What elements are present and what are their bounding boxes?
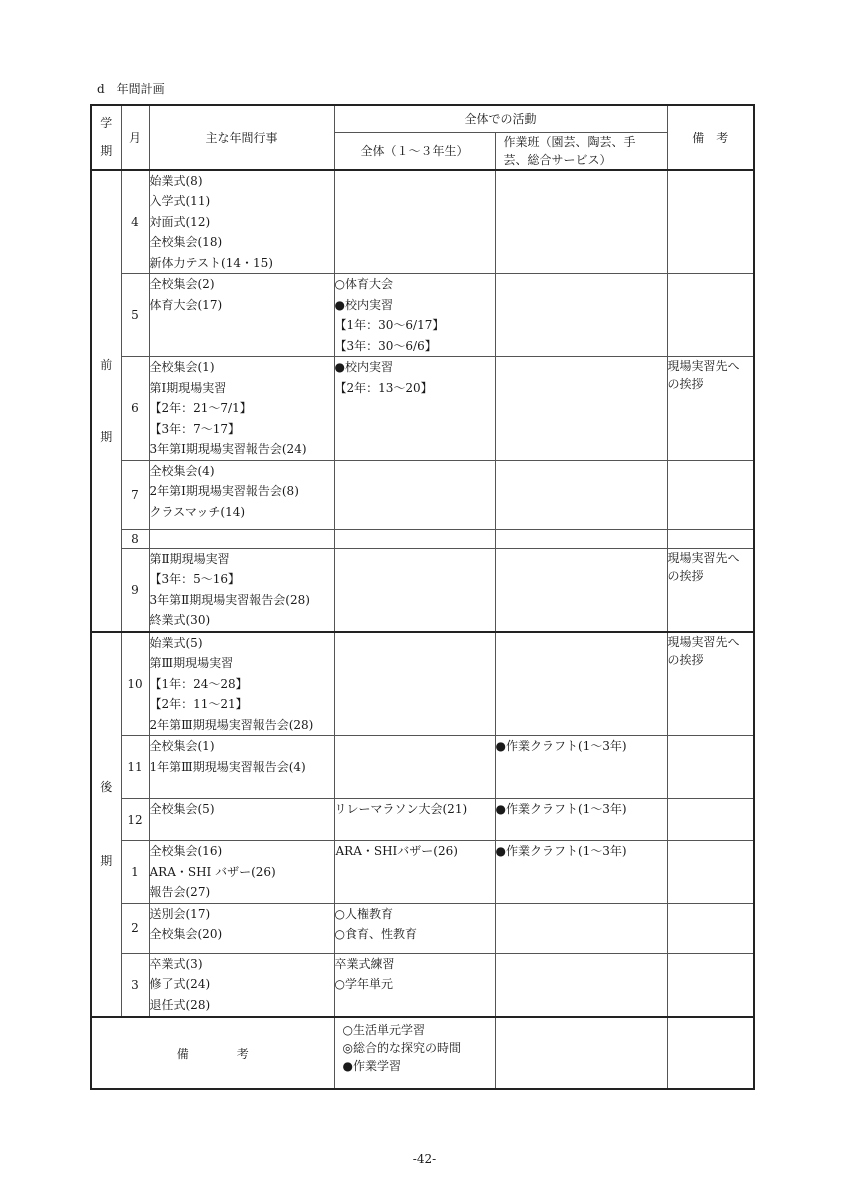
cell-line: 1年第Ⅲ期現場実習報告会(4) <box>149 759 306 774</box>
cell-line: ●作業クラフト(1～3年) <box>495 739 627 753</box>
events-cell <box>149 274 334 357</box>
cell-line: 第Ⅲ期現場実習 <box>149 656 234 670</box>
header-all-grades: 全体（１～３年生） <box>334 132 495 170</box>
cell-line: ○食育、性教育 <box>334 927 417 941</box>
workgroup-cell <box>495 953 667 1017</box>
cell-line: ARA・SHIバザー(26) <box>335 844 458 858</box>
events-cell <box>149 903 334 953</box>
cell-line: 【2年：11～21】 <box>149 697 248 711</box>
cell-line: 対面式(12) <box>149 214 211 229</box>
remarks-cell <box>667 736 754 799</box>
remarks-cell <box>667 460 754 529</box>
cell-line: ●作業クラフト(1～3年) <box>495 844 627 858</box>
cell-line: 【2年：13～20】 <box>334 380 433 395</box>
month-cell: 12 <box>121 799 149 841</box>
cell-line: 第Ⅱ期現場実習 <box>149 551 230 566</box>
all-grades-cell <box>334 357 495 461</box>
remarks-cell <box>667 953 754 1017</box>
cell-line: 新体力テスト(14・15) <box>149 255 273 270</box>
table-row <box>91 953 754 1017</box>
legend-item: ○生活単元学習 <box>342 1023 425 1037</box>
events-cell <box>149 841 334 904</box>
events-cell <box>149 357 334 461</box>
cell-line: 【3年：30～6/6】 <box>334 338 437 353</box>
cell-line: 全校集会(5) <box>149 802 215 816</box>
month-cell: 3 <box>121 953 149 1017</box>
table-row <box>91 170 754 274</box>
all-grades-cell <box>334 903 495 953</box>
cell-line: ●作業クラフト(1～3年) <box>495 802 627 816</box>
legend-item: ●作業学習 <box>342 1059 401 1073</box>
table-row <box>91 274 754 357</box>
term-first-half: 前 期 <box>91 170 121 632</box>
remarks-cell <box>667 274 754 357</box>
table-row <box>91 841 754 904</box>
all-grades-cell <box>334 799 495 841</box>
footer-notes-cell <box>667 1017 754 1089</box>
cell-line: 全校集会(1) <box>149 360 215 374</box>
cell-line: 全校集会(18) <box>149 235 223 249</box>
workgroup-cell <box>495 736 667 799</box>
remarks-cell <box>667 529 754 548</box>
cell-line: 始業式(5) <box>149 635 203 650</box>
section-heading: d 年間計画 <box>97 82 165 96</box>
events-cell <box>149 529 334 548</box>
events-cell <box>149 548 334 632</box>
cell-line: クラスマッチ(14) <box>149 504 246 519</box>
annual-plan-table <box>90 104 755 1090</box>
events-cell <box>149 632 334 736</box>
workgroup-cell <box>495 274 667 357</box>
table-row <box>91 632 754 736</box>
workgroup-cell <box>495 841 667 904</box>
remarks-cell <box>667 170 754 274</box>
footer-legend <box>334 1017 495 1089</box>
workgroup-cell <box>495 460 667 529</box>
table-row <box>91 529 754 548</box>
header-events: 主な年間行事 <box>149 105 334 170</box>
cell-line: ○体育大会 <box>334 277 393 291</box>
table-row <box>91 903 754 953</box>
header-activities: 全体での活動 <box>334 105 667 132</box>
month-cell: 2 <box>121 903 149 953</box>
cell-line: 全校集会(1) <box>149 739 215 753</box>
cell-line: 現場実習先へ <box>667 359 740 373</box>
events-cell <box>149 170 334 274</box>
header-remarks: 備 考 <box>667 105 754 170</box>
cell-line: 【1年：30～6/17】 <box>334 318 445 332</box>
remarks-cell <box>667 548 754 632</box>
month-cell: 9 <box>121 548 149 632</box>
cell-line: 第Ⅰ期現場実習 <box>149 380 227 395</box>
table-row <box>91 460 754 529</box>
month-cell: 4 <box>121 170 149 274</box>
remarks-cell <box>667 841 754 904</box>
cell-line: ○学年単元 <box>334 977 393 991</box>
header-term: 学 期 <box>91 105 121 170</box>
footer-workgroup-cell <box>495 1017 667 1089</box>
term-second-half: 後 期 <box>91 632 121 1018</box>
cell-line: 卒業式練習 <box>334 956 395 971</box>
month-cell: 6 <box>121 357 149 461</box>
cell-line: ARA・SHI バザー(26) <box>149 864 276 879</box>
month-cell: 8 <box>121 529 149 548</box>
cell-line: 退任式(28) <box>149 997 211 1012</box>
cell-line: 現場実習先へ <box>667 634 740 649</box>
workgroup-cell <box>495 632 667 736</box>
workgroup-cell <box>495 799 667 841</box>
all-grades-cell <box>334 953 495 1017</box>
cell-line: 全校集会(2) <box>149 277 215 291</box>
cell-line: 始業式(8) <box>149 173 203 188</box>
cell-line: 【2年：21～7/1】 <box>149 401 252 415</box>
cell-line: 2年第Ⅲ期現場実習報告会(28) <box>149 717 314 732</box>
cell-line: 【1年：24～28】 <box>149 676 248 691</box>
all-grades-cell <box>334 841 495 904</box>
cell-line: 報告会(27) <box>149 885 211 899</box>
workgroup-cell <box>495 903 667 953</box>
month-cell: 10 <box>121 632 149 736</box>
month-cell: 1 <box>121 841 149 904</box>
page-number: -42- <box>412 1152 437 1166</box>
cell-line: ○人権教育 <box>334 906 393 921</box>
header-workgroup: 作業班（園芸、陶芸、手 芸、総合サービス） <box>495 132 667 170</box>
cell-line: 現場実習先へ <box>667 550 740 565</box>
legend-item: ◎総合的な探究の時間 <box>342 1041 461 1055</box>
cell-line: 全校集会(20) <box>149 927 223 941</box>
remarks-cell <box>667 903 754 953</box>
cell-line: 入学式(11) <box>149 194 211 208</box>
cell-line: ●校内実習 <box>334 297 393 312</box>
cell-line: の挨拶 <box>667 568 704 583</box>
cell-line: 修了式(24) <box>149 977 211 991</box>
cell-line: 全校集会(16) <box>149 844 223 858</box>
cell-line: 3年第Ⅱ期現場実習報告会(28) <box>149 592 310 607</box>
month-cell: 11 <box>121 736 149 799</box>
cell-line: の挨拶 <box>667 377 704 391</box>
workgroup-cell <box>495 170 667 274</box>
month-cell: 5 <box>121 274 149 357</box>
cell-line: 2年第Ⅰ期現場実習報告会(8) <box>149 484 299 498</box>
cell-line: 体育大会(17) <box>149 297 223 312</box>
cell-line: 【3年：5～16】 <box>149 572 241 586</box>
remarks-cell <box>667 357 754 461</box>
all-grades-cell <box>334 529 495 548</box>
table-row <box>91 736 754 799</box>
events-cell <box>149 460 334 529</box>
table-row <box>91 548 754 632</box>
footer-remarks-label: 備 考 <box>91 1017 334 1089</box>
remarks-cell <box>667 632 754 736</box>
all-grades-cell <box>334 632 495 736</box>
events-cell <box>149 736 334 799</box>
all-grades-cell <box>334 736 495 799</box>
cell-line: リレーマラソン大会(21) <box>334 802 468 816</box>
cell-line: 【3年：7～17】 <box>149 421 241 436</box>
cell-line: ●校内実習 <box>334 360 393 374</box>
remarks-cell <box>667 799 754 841</box>
month-cell: 7 <box>121 460 149 529</box>
workgroup-cell <box>495 548 667 632</box>
all-grades-cell <box>334 460 495 529</box>
all-grades-cell <box>334 274 495 357</box>
all-grades-cell <box>334 548 495 632</box>
cell-line: 送別会(17) <box>149 906 211 921</box>
cell-line: の挨拶 <box>667 652 704 667</box>
cell-line: 3年第Ⅰ期現場実習報告会(24) <box>149 442 307 456</box>
table-row <box>91 357 754 461</box>
all-grades-cell <box>334 170 495 274</box>
cell-line: 卒業式(3) <box>149 956 203 971</box>
cell-line: 全校集会(4) <box>149 463 215 478</box>
workgroup-cell <box>495 529 667 548</box>
table-row <box>91 799 754 841</box>
events-cell <box>149 799 334 841</box>
workgroup-cell <box>495 357 667 461</box>
cell-line: 終業式(30) <box>149 613 211 627</box>
events-cell <box>149 953 334 1017</box>
header-month: 月 <box>121 105 149 170</box>
